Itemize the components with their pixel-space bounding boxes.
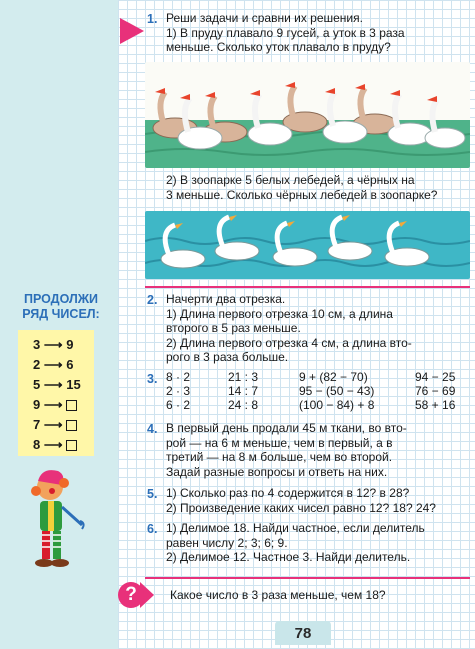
clown-illustration <box>28 463 88 571</box>
sequence-row <box>33 417 77 433</box>
task-number: 5. <box>147 487 158 501</box>
math-expression: 95 − (50 − 43) <box>299 384 375 398</box>
empty-answer-box[interactable] <box>66 440 77 451</box>
math-row <box>166 370 455 384</box>
section-divider <box>145 577 470 579</box>
task-number: 3. <box>147 372 158 386</box>
seq-output: 15 <box>66 377 81 392</box>
task-text: 1) Делимое 18. Найди частное, если делитель <box>166 521 425 535</box>
sequence-row <box>33 357 73 373</box>
math-expression: 2 · 3 <box>166 384 191 398</box>
task-marker-icon <box>120 18 144 44</box>
seq-input: 3 <box>33 337 41 352</box>
task-text: рого в 3 раза больше. <box>166 350 289 364</box>
task-text: 1) В пруду плавало 9 гусей, а уток в 3 раза <box>166 26 405 40</box>
math-expression: (100 − 84) + 8 <box>299 398 375 412</box>
arrow-right-icon: ⟶ <box>43 337 63 352</box>
math-expression: 14 : 7 <box>228 384 259 398</box>
task-number: 1. <box>147 12 158 26</box>
sequence-row <box>33 437 77 453</box>
math-expression: 9 + (82 − 70) <box>299 370 368 384</box>
task-text: третий — на 8 м больше, чем во второй. <box>166 450 393 464</box>
task-text: меньше. Сколько уток плавало в пруду? <box>166 40 391 54</box>
task-text: В первый день продали 45 м ткани, во вто- <box>166 421 407 435</box>
seq-output: 6 <box>66 357 74 372</box>
empty-answer-box[interactable] <box>66 420 77 431</box>
task-number: 6. <box>147 522 158 536</box>
seq-input: 9 <box>33 397 41 412</box>
math-exercises-table <box>166 370 455 412</box>
seq-input: 8 <box>33 437 41 452</box>
swans-illustration <box>145 211 470 279</box>
task-number: 4. <box>147 422 158 436</box>
section-divider <box>145 286 470 288</box>
seq-input: 5 <box>33 377 41 392</box>
task-text: 2) В зоопарке 5 белых лебедей, а чёрных на <box>166 173 415 187</box>
math-expression: 21 : 3 <box>228 370 259 384</box>
arrow-right-icon: ⟶ <box>43 357 63 372</box>
seq-output: 9 <box>66 337 74 352</box>
task-text: равен числу 2; 3; 6; 9. <box>166 536 288 550</box>
seq-input: 2 <box>33 357 41 372</box>
math-expression: 76 − 69 <box>415 384 456 398</box>
task-text: 2) Длина первого отрезка 4 см, а длина вто- <box>166 336 412 350</box>
task-heading: Реши задачи и сравни их решения. <box>166 11 363 25</box>
math-expression: 24 : 8 <box>228 398 259 412</box>
task-text: 2) Произведение каких чисел равно 12? 18? 24? <box>166 501 436 515</box>
task-text: Задай разные вопросы и ответь на них. <box>166 465 388 479</box>
task-number: 2. <box>147 293 158 307</box>
math-expression: 94 − 25 <box>415 370 456 384</box>
task-text: второго в 5 раз меньше. <box>166 321 301 335</box>
math-row <box>166 398 455 412</box>
task-heading: Начерти два отрезка. <box>166 292 286 306</box>
sequence-row <box>33 397 77 413</box>
task-text: 1) Длина первого отрезка 10 см, а длина <box>166 307 393 321</box>
task-text: рой — на 6 м меньше, чем в первый, а в <box>166 436 393 450</box>
math-expression: 8 · 2 <box>166 370 191 384</box>
geese-ducks-illustration <box>145 62 470 168</box>
task-text: 1) Сколько раз по 4 содержится в 12? в 28? <box>166 486 410 500</box>
task-text: 2) Делимое 12. Частное 3. Найди делитель. <box>166 550 411 564</box>
question-mark-icon: ? <box>118 582 144 608</box>
sequence-box <box>18 330 94 456</box>
math-expression: 6 · 2 <box>166 398 191 412</box>
sequence-row <box>33 337 73 353</box>
sequence-row <box>33 377 81 393</box>
arrow-right-icon: ⟶ <box>43 437 63 452</box>
question-text: Какое число в 3 раза меньше, чем 18? <box>170 588 386 602</box>
task-text: 3 меньше. Сколько чёрных лебедей в зоопарке? <box>166 188 438 202</box>
sequence-title <box>8 292 114 322</box>
sequence-title-line2: РЯД ЧИСЕЛ: <box>22 307 100 321</box>
math-expression: 58 + 16 <box>415 398 456 412</box>
arrow-right-icon: ⟶ <box>43 397 63 412</box>
page-number: 78 <box>275 621 331 645</box>
math-row <box>166 384 455 398</box>
sequence-title-line1: ПРОДОЛЖИ <box>23 292 99 306</box>
arrow-right-icon: ⟶ <box>43 377 63 392</box>
arrow-right-icon: ⟶ <box>43 417 63 432</box>
empty-answer-box[interactable] <box>66 400 77 411</box>
seq-input: 7 <box>33 417 41 432</box>
